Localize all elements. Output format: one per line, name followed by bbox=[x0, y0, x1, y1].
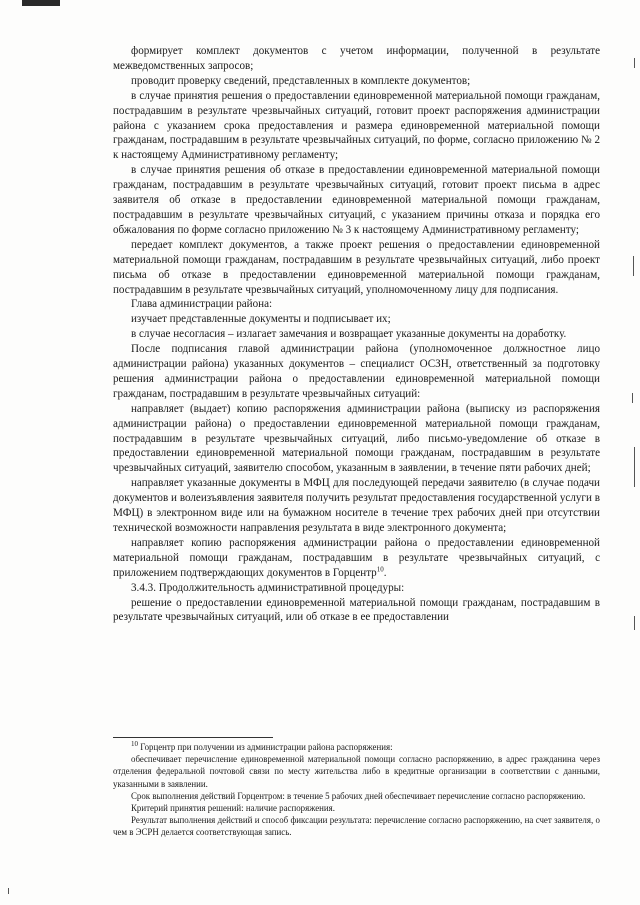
scan-margin-mark bbox=[634, 58, 635, 68]
paragraph: проводит проверку сведений, представленных в комплекте документов; bbox=[131, 74, 471, 87]
paragraph: 3.4.3. Продолжительность административной процедуры: bbox=[131, 581, 405, 594]
scan-margin-mark bbox=[8, 888, 9, 894]
scan-margin-mark bbox=[633, 256, 634, 276]
paragraph: изучает представленные документы и подписывает их; bbox=[131, 313, 391, 326]
footnote-text: Горцентр при получении из администрации района распоряжения: bbox=[140, 742, 393, 752]
paragraph: передает комплект документов, а также проект решения о предоставлении единовременной материальной помощи гражданам, пострадавшим в результате чрезвычайных ситуаций, либо проект письма об отказе в предоставлении единовременной материальной помощи гражданам, пострадавшим в результате чрезвычайных ситуаций, уполномоченному лицу для подписания. bbox=[113, 238, 600, 296]
paragraph: После подписания главой администрации района (уполномоченное должностное лицо администрации района) указанных документов – специалист ОСЗН, ответственный за подготовку решения администрации района о предоставлении единовременной материальной помощи гражданам, пострадавшим в результате чрезвычайных ситуаций: bbox=[113, 343, 600, 400]
footnote-divider bbox=[113, 737, 273, 738]
paragraph: в случае принятия решения об отказе в предоставлении единовременной материальной помощи гражданам, пострадавшим в результате чрезвычайных ситуаций, готовит проект письма в адрес заявителя об отказе в предоставлении единовременной материальной помощи гражданам, пострадавшим в результате чрезвычайных ситуаций, с указанием причины отказа и порядка его обжалования по форме согласно приложению № 3 к настоящему Административному регламенту; bbox=[113, 164, 600, 236]
paragraph: направляет (выдает) копию распоряжения администрации района (выписку из распоряжения администрации района) о предоставлении единовременной материальной помощи гражданам, пострадавшим в результате чрезвычайных ситуаций, либо письмо-уведомление об отказе в предоставлении единовременной материальной помощи гражданам, пострадавшим в результате чрезвычайных ситуаций, заявителю способом, указанным в заявлении, в течение пяти рабочих дней; bbox=[113, 402, 600, 475]
paragraph: формирует комплект документов с учетом информации, полученной в результате межведомственных запросов; bbox=[113, 45, 600, 72]
footnote-line bbox=[113, 741, 600, 753]
paragraph-end: . bbox=[383, 566, 387, 579]
footnote-marker: 10 bbox=[131, 740, 138, 749]
scan-edge-mark bbox=[22, 0, 60, 6]
scan-margin-mark bbox=[634, 447, 635, 487]
paragraph: Глава администрации района: bbox=[131, 298, 273, 311]
paragraph: направляет указанные документы в МФЦ для последующей передачи заявителю (в случае подачи документов и волеизъявления заявителя получить результат предоставления государственной услуги в МФЦ) в электронном виде или на бумажном носителе в течение трех рабочих дней при отсутствии технической возможности направления результата в виде электронного документа; bbox=[113, 477, 600, 534]
footnote-reference[interactable]: 10 bbox=[376, 565, 384, 574]
footnote-line: обеспечивает перечисление единовременной материальной помощи согласно распоряжению, в адрес гражданина через отделения федеральной почтовой связи по месту жительства либо в кредитные организации в соответствии с данными, указанными в заявлении. bbox=[113, 754, 600, 789]
scan-margin-mark bbox=[632, 393, 633, 403]
paragraph: в случае несогласия – излагает замечания и возвращает указанные документы на доработку. bbox=[131, 328, 567, 341]
paragraph-text: направляет копию распоряжения администрации района о предоставлении единовременной материальной помощи гражданам, пострадавшим в результате чрезвычайных ситуаций, с приложением подтверждающих документов в Горцентр bbox=[113, 536, 600, 579]
paragraph: в случае принятия решения о предоставлении единовременной материальной помощи гражданам, пострадавшим в результате чрезвычайных ситуаций, готовит проект распоряжения администрации района с указанием срока предоставления и размера единовременной материальной помощи гражданам, пострадавшим в результате чрезвычайных ситуаций, по форме, согласно приложению № 2 к настоящему Административному регламенту; bbox=[113, 89, 600, 162]
footnote-line: Результат выполнения действий и способ фиксации результата: перечисление согласно распоряжению, на счет заявителя, о чем в ЭСРН делается соответствующая запись. bbox=[113, 815, 600, 838]
paragraph-with-footnote bbox=[113, 536, 600, 581]
paragraph: решение о предоставлении единовременной материальной помощи гражданам, пострадавшим в результате чрезвычайных ситуаций, или об отказе в ее предоставлении bbox=[113, 596, 600, 624]
body-text bbox=[113, 44, 600, 625]
footnote-line: Критерий принятия решений: наличие распоряжения. bbox=[131, 803, 335, 814]
footnote-line: Срок выполнения действий Горцентром: в течение 5 рабочих дней обеспечивает перечисление согласно распоряжению. bbox=[131, 790, 586, 801]
scan-margin-mark bbox=[634, 616, 635, 630]
footnotes bbox=[113, 741, 600, 839]
